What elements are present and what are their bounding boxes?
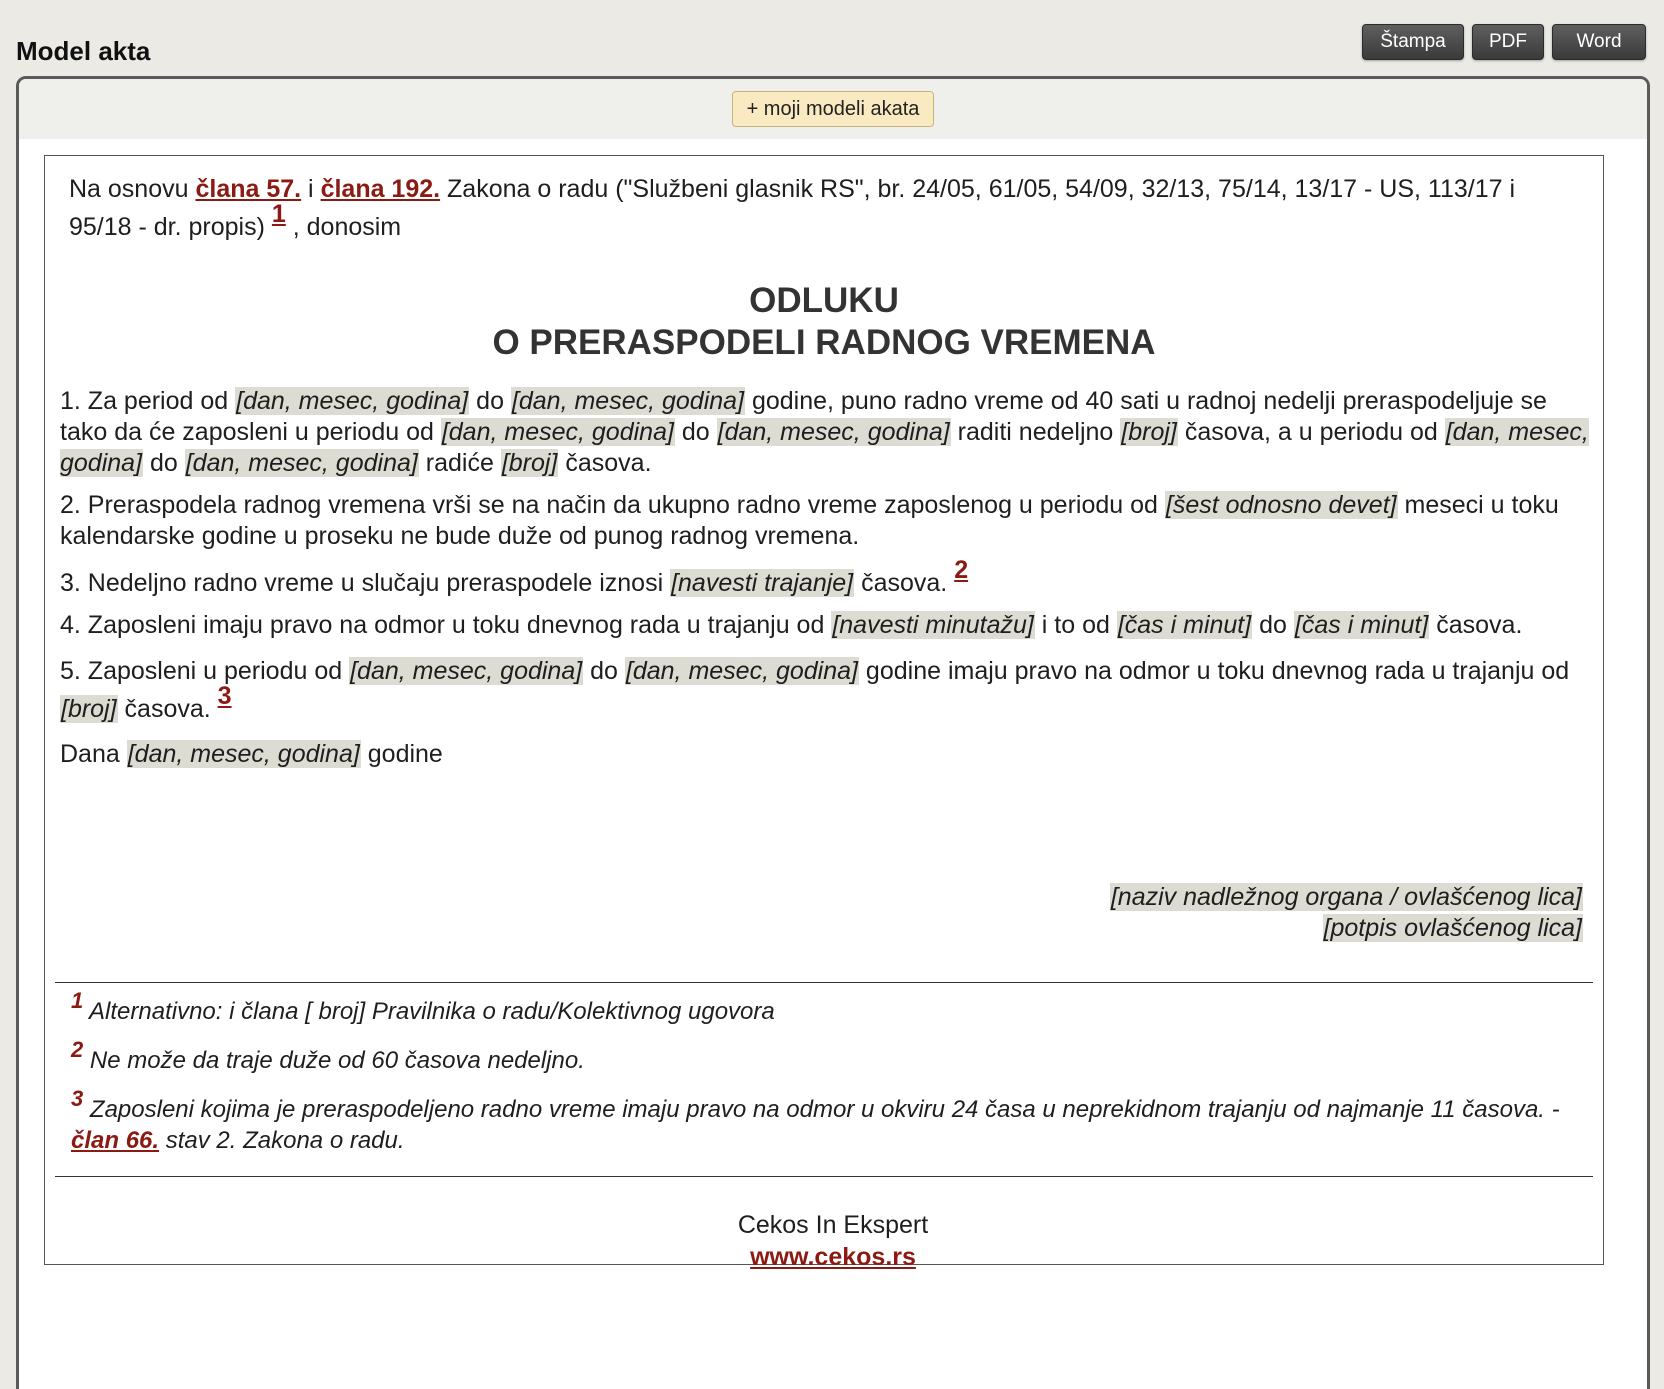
placeholder-minutes[interactable]: [navesti minutažu] — [832, 611, 1034, 639]
intro-text: , donosim — [285, 213, 402, 241]
footnote-number: 2 — [71, 1037, 84, 1062]
heading-line-2: O PRERASPODELI RADNOG VREMENA — [492, 323, 1156, 362]
point-text: 1. Za period od — [60, 387, 236, 415]
placeholder-date[interactable]: [dan, mesec, godina] — [60, 418, 1589, 477]
footnote-1 — [71, 988, 1571, 1027]
company-name: Cekos In Ekspert — [737, 1211, 929, 1239]
point-text: časova. — [558, 449, 652, 477]
point-text: do — [583, 657, 625, 685]
point-text: 4. Zaposleni imaju pravo na odmor u toku dnevnog rada u trajanju od — [60, 611, 832, 639]
footnote-text: Ne može da traje duže od 60 časova nedeljno. — [83, 1047, 585, 1074]
point-text: 5. Zaposleni u periodu od — [60, 657, 350, 685]
placeholder-number[interactable]: [broj] — [1121, 418, 1177, 446]
intro-text: Zakona o radu ("Službeni glasnik RS", br. 24/05, 61/05, 54/09, 32/13, 75/14, 13/17 - US, 113/17 i 95/18 - dr. propis) — [69, 175, 1516, 241]
placeholder-date[interactable]: [dan, mesec, godina] — [717, 418, 950, 446]
decision-points — [60, 386, 1590, 781]
footnote-2 — [71, 1037, 1571, 1076]
footnotes-divider-bottom — [55, 1176, 1593, 1177]
my-models-button[interactable]: + moji modeli akata — [732, 91, 935, 127]
intro-text: i — [301, 175, 321, 203]
point-text: godine — [360, 740, 443, 768]
placeholder-date[interactable]: [dan, mesec, godina] — [511, 387, 745, 415]
pdf-button[interactable]: PDF — [1472, 24, 1544, 60]
placeholder-date[interactable]: [dan, mesec, godina] — [127, 740, 360, 768]
footnote-ref-2[interactable]: 2 — [954, 555, 969, 584]
heading-line-1: ODLUKU — [749, 281, 899, 320]
website-link[interactable]: www.cekos.rs — [750, 1243, 916, 1271]
footnotes — [71, 988, 1571, 1174]
footnote-3 — [71, 1086, 1571, 1156]
point-text: 2. Preraspodela radnog vremena vrši se na način da ukupno radno vreme zaposlenog u periodu od — [60, 491, 1165, 519]
placeholder-date[interactable]: [dan, mesec, godina] — [625, 657, 858, 685]
toolbar — [1362, 24, 1646, 60]
intro-text: Na osnovu — [69, 175, 196, 203]
point-text: časova, a u periodu od — [1177, 418, 1445, 446]
point-text: i to od — [1034, 611, 1117, 639]
point-5 — [60, 652, 1590, 728]
print-button[interactable]: Štampa — [1362, 24, 1464, 60]
footer — [19, 1209, 1647, 1273]
point-text: radiće — [418, 449, 501, 477]
placeholder-date[interactable]: [dan, mesec, godina] — [236, 387, 469, 415]
footnote-text: stav 2. Zakona o radu. — [159, 1127, 405, 1154]
link-clan-57[interactable]: člana 57. — [195, 175, 302, 203]
date-line — [60, 739, 1590, 770]
point-text: godine imaju pravo na odmor u toku dnevnog rada u trajanju od — [858, 657, 1570, 685]
point-text: časova. — [117, 695, 218, 723]
panel-toolbar — [19, 79, 1647, 139]
placeholder-number[interactable]: [broj] — [61, 695, 117, 723]
point-text: časova. — [1429, 611, 1523, 639]
signature-block — [1110, 882, 1583, 944]
placeholder-time[interactable]: [čas i minut] — [1294, 611, 1429, 639]
placeholder-period[interactable]: [šest odnosno devet] — [1165, 491, 1397, 519]
placeholder-date[interactable]: [dan, mesec, godina] — [441, 418, 674, 446]
word-button[interactable]: Word — [1552, 24, 1646, 60]
point-text: do — [469, 387, 511, 415]
model-panel — [16, 76, 1650, 1389]
document-body — [44, 155, 1604, 1265]
footnotes-divider-top — [55, 982, 1593, 983]
placeholder-duration[interactable]: [navesti trajanje] — [671, 569, 854, 597]
placeholder-number[interactable]: [broj] — [501, 449, 558, 477]
point-1 — [60, 386, 1590, 479]
footnote-ref-3[interactable]: 3 — [217, 681, 232, 710]
point-text: 3. Nedeljno radno vreme u slučaju preraspodele iznosi — [60, 569, 671, 597]
point-text: meseci u toku kalendarske godine u proseku ne bude duže od punog radnog vremena. — [60, 491, 1559, 550]
point-text: godine, puno radno vreme od 40 sati u radnoj nedelji preraspodeljuje se tako da će zaposleni u periodu od — [60, 387, 1547, 446]
placeholder-date[interactable]: [dan, mesec, godina] — [185, 449, 418, 477]
point-4 — [60, 610, 1590, 641]
intro-paragraph — [69, 170, 1579, 246]
point-text: časova. — [854, 569, 955, 597]
page-title: Model akta — [16, 36, 151, 66]
point-text: Dana — [60, 740, 127, 768]
point-text: do — [674, 418, 717, 446]
point-text: raditi nedeljno — [950, 418, 1121, 446]
link-clan-66[interactable]: član 66. — [71, 1127, 160, 1154]
footnote-number: 3 — [71, 1086, 84, 1111]
document-heading — [45, 280, 1603, 364]
placeholder-signature[interactable]: [potpis ovlašćenog lica] — [1323, 914, 1582, 942]
placeholder-time[interactable]: [čas i minut] — [1117, 611, 1252, 639]
link-clan-192[interactable]: člana 192. — [320, 175, 441, 203]
placeholder-date[interactable]: [dan, mesec, godina] — [350, 657, 583, 685]
point-3 — [60, 555, 1590, 599]
point-text: do — [143, 449, 185, 477]
footnote-text: Alternativno: i člana [ broj] Pravilnika o radu/Kolektivnog ugovora — [83, 998, 775, 1025]
footnote-ref-1[interactable]: 1 — [271, 199, 286, 228]
footnote-number: 1 — [71, 988, 84, 1013]
point-text: do — [1252, 611, 1294, 639]
point-2 — [60, 490, 1590, 552]
placeholder-authority[interactable]: [naziv nadležnog organa / ovlašćenog lica] — [1110, 883, 1582, 911]
footnote-text: Zaposleni kojima je preraspodeljeno radno vreme imaju pravo na odmor u okviru 24 časa u neprekidnom trajanju od najmanje 11 časova. - — [83, 1096, 1560, 1123]
